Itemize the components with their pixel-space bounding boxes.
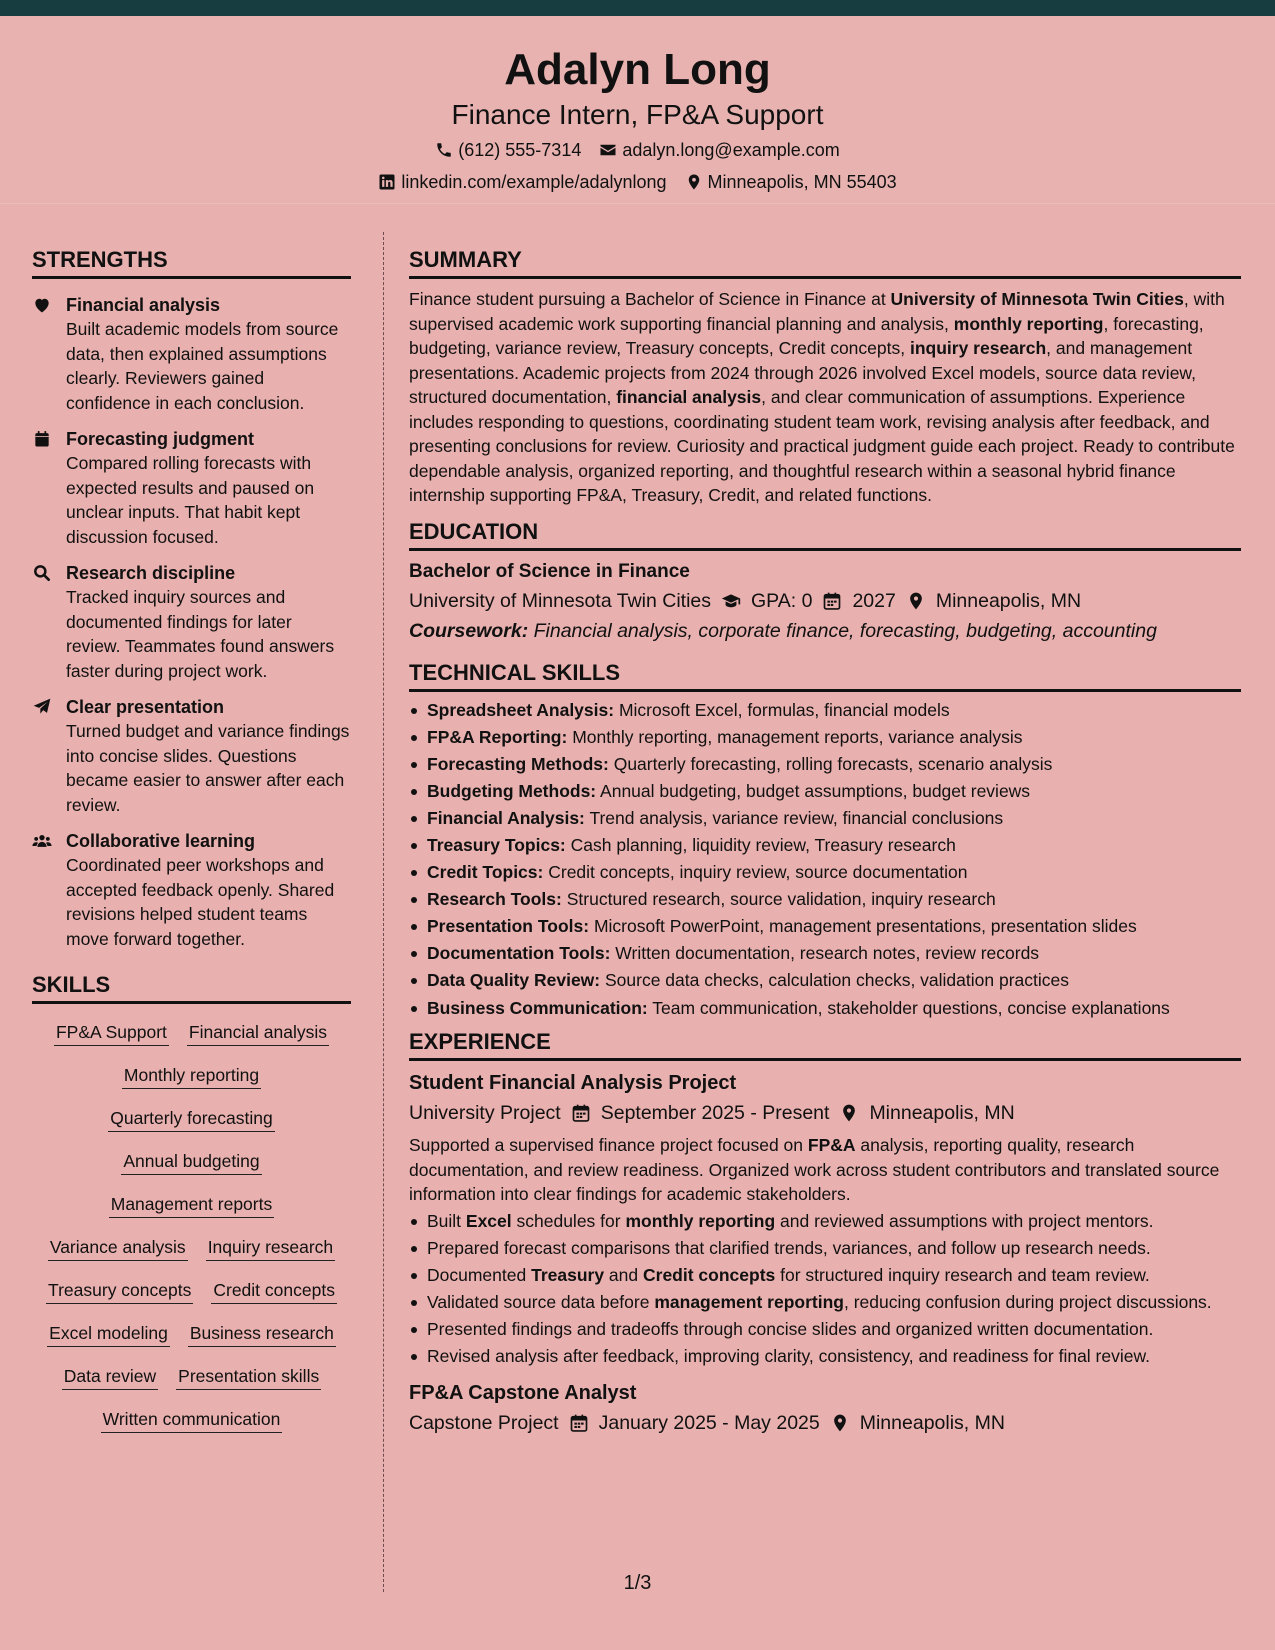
strengths-list	[32, 293, 351, 951]
candidate-role: Finance Intern, FP&A Support	[451, 99, 824, 130]
envelope-icon	[599, 141, 617, 159]
resume-header	[0, 16, 1275, 204]
skill-chip-row	[34, 1278, 349, 1304]
skill-chip: FP&A Support	[54, 1020, 169, 1046]
job-title: Student Financial Analysis Project	[409, 1072, 737, 1095]
calendar-icon	[822, 591, 842, 611]
skill-chip-row	[34, 1235, 349, 1261]
skill-chip: Data review	[62, 1364, 158, 1390]
technical-skill-label: Documentation Tools:	[427, 943, 611, 964]
strength-title: Financial analysis	[66, 295, 221, 315]
text-run: schedules for	[511, 1210, 626, 1231]
job-org: University Project	[409, 1102, 561, 1125]
candidate-name: Adalyn Long	[504, 45, 771, 94]
technical-skill-value: Microsoft PowerPoint, management presentations, presentation slides	[593, 916, 1137, 937]
text-run: , forecasting, budgeting, variance review, Treasury concepts, Credit concepts,	[409, 313, 1204, 358]
text-run: Revised analysis after feedback, improving clarity, consistency, and readiness for final review.	[427, 1346, 1151, 1366]
strength-body	[66, 695, 351, 817]
technical-skill-label: Treasury Topics:	[427, 834, 566, 855]
job-dates: January 2025 - May 2025	[598, 1411, 820, 1434]
summary-heading: SUMMARY	[409, 246, 1241, 279]
strength-icon-wrap	[32, 695, 54, 817]
text-run: Finance student pursuing a Bachelor of Science in Finance at	[409, 289, 891, 309]
graduation-cap-icon	[721, 591, 741, 611]
education-meta	[409, 587, 1241, 615]
bold-phrase: Treasury	[531, 1264, 605, 1285]
text-run: Validated source data before	[427, 1291, 655, 1312]
strength-item	[32, 293, 351, 415]
text-run: Supported a supervised finance project focused on	[409, 1135, 808, 1156]
strength-icon-wrap	[32, 561, 54, 683]
strength-body	[66, 427, 351, 549]
contact-row-2	[0, 170, 1275, 194]
technical-skill-item	[409, 725, 1241, 750]
technical-skill-label: Budgeting Methods:	[427, 780, 597, 801]
strength-description: Compared rolling forecasts with expected results and paused on unclear inputs. That habit kept discussion focused.	[66, 453, 315, 547]
skill-chip: Inquiry research	[206, 1235, 335, 1261]
bold-phrase: Credit concepts	[643, 1264, 776, 1285]
job-bullet	[409, 1317, 1241, 1342]
location-text: Minneapolis, MN 55403	[707, 172, 897, 192]
technical-skill-value: Trend analysis, variance review, financial conclusions	[589, 807, 1004, 828]
technical-skill-item	[409, 698, 1241, 723]
strength-item	[32, 829, 351, 951]
coursework-text: Financial analysis, corporate finance, forecasting, budgeting, accounting	[533, 619, 1157, 642]
education-gpa: GPA: 0	[751, 589, 813, 612]
text-run: and	[604, 1264, 643, 1285]
map-pin-icon	[906, 591, 926, 611]
technical-skill-label: Forecasting Methods:	[427, 753, 609, 774]
technical-skill-item	[409, 860, 1241, 885]
strength-item	[32, 695, 351, 817]
coursework-label: Coursework:	[409, 619, 529, 642]
strengths-heading: STRENGTHS	[32, 246, 351, 279]
summary-text	[409, 287, 1241, 508]
map-pin-icon	[685, 173, 703, 191]
bold-phrase: Excel	[465, 1210, 512, 1231]
strength-description: Tracked inquiry sources and documented findings for later review. Teammates found answers faster during project work.	[66, 587, 335, 681]
technical-skill-value: Microsoft Excel, formulas, financial models	[618, 699, 950, 720]
education-year: 2027	[852, 589, 896, 612]
technical-skill-label: Spreadsheet Analysis:	[427, 699, 615, 720]
technical-skill-item	[409, 752, 1241, 777]
email-text: adalyn.long@example.com	[622, 140, 840, 160]
job-intro	[409, 1133, 1241, 1207]
job-org: Capstone Project	[409, 1411, 559, 1434]
strength-body	[66, 829, 351, 951]
strength-title: Research discipline	[66, 563, 236, 583]
technical-skill-value: Cash planning, liquidity review, Treasury research	[570, 834, 956, 855]
page-indicator: 1/3	[623, 1572, 652, 1594]
location-contact	[685, 170, 897, 194]
technical-skill-label: FP&A Reporting:	[427, 726, 568, 747]
technical-skill-item	[409, 968, 1241, 993]
phone-text: (612) 555-7314	[458, 140, 582, 160]
strength-body	[66, 561, 351, 683]
job-location: Minneapolis, MN	[859, 1411, 1005, 1434]
technical-skill-value: Credit concepts, inquiry review, source documentation	[548, 862, 968, 883]
education-coursework	[409, 617, 1241, 645]
contact-row-1	[0, 138, 1275, 162]
job-location: Minneapolis, MN	[869, 1102, 1015, 1125]
education-school: University of Minnesota Twin Cities	[409, 589, 712, 612]
skill-chip-row	[34, 1407, 349, 1433]
skill-chip-row	[34, 1063, 349, 1089]
education-heading: EDUCATION	[409, 518, 1241, 551]
strength-description: Turned budget and variance findings into concise slides. Questions became easier to answer after each review.	[66, 721, 350, 815]
text-run: and reviewed assumptions with project mentors.	[775, 1210, 1154, 1231]
technical-skill-value: Monthly reporting, management reports, variance analysis	[572, 726, 1023, 747]
technical-skill-label: Data Quality Review:	[427, 970, 601, 991]
technical-skill-item	[409, 996, 1241, 1021]
job-title: FP&A Capstone Analyst	[409, 1381, 637, 1404]
job-meta	[409, 1409, 1241, 1437]
strength-body	[66, 293, 351, 415]
calendar-icon	[32, 429, 52, 449]
users-icon	[32, 831, 52, 851]
skill-chip-row	[34, 1020, 349, 1046]
skill-chip: Credit concepts	[211, 1278, 337, 1304]
skill-chip: Variance analysis	[48, 1235, 188, 1261]
text-run: , and clear communication of assumptions. Experience includes responding to questions, coordinating student team work, revising analysis after feedback, and presenting conclusions for review. Curiosity and practical judgment guide each project. Ready to contribute dependable analysis, organized reporting, and thoughtful research within a seasonal hybrid finance internship supporting FP&A, Treasury, Credit, and related functions.	[409, 387, 1235, 505]
bold-phrase: financial analysis	[616, 387, 762, 407]
job-bullet	[409, 1263, 1241, 1288]
job-dates: September 2025 - Present	[600, 1102, 830, 1125]
text-run: analysis, reporting quality, research documentation, and review readiness. Organized work across student contributors and translated source information into clear findings for academic stakeholders.	[409, 1135, 1220, 1205]
bold-phrase: monthly reporting	[625, 1210, 776, 1231]
job-bullet	[409, 1290, 1241, 1315]
strength-item	[32, 427, 351, 549]
skills-chips	[32, 1020, 351, 1433]
strength-title: Collaborative learning	[66, 831, 256, 851]
technical-skill-value: Source data checks, calculation checks, validation practices	[605, 970, 1069, 991]
text-run: Documented	[427, 1264, 532, 1285]
bold-phrase: monthly reporting	[953, 313, 1104, 334]
calendar-icon	[571, 1103, 591, 1123]
bold-phrase: FP&A	[807, 1135, 856, 1156]
technical-skill-label: Credit Topics:	[427, 862, 544, 883]
education-location: Minneapolis, MN	[935, 589, 1082, 612]
strength-title: Forecasting judgment	[66, 429, 255, 449]
linkedin-contact[interactable]	[378, 170, 666, 194]
technical-skill-item	[409, 833, 1241, 858]
job-bullet	[409, 1209, 1241, 1234]
linkedin-icon	[378, 173, 396, 191]
technical-skill-item	[409, 887, 1241, 912]
map-pin-icon	[839, 1103, 859, 1123]
phone-icon	[435, 141, 453, 159]
technical-skill-item	[409, 779, 1241, 804]
skill-chip: Excel modeling	[47, 1321, 170, 1347]
skill-chip: Written communication	[101, 1407, 283, 1433]
paper-plane-icon	[32, 697, 52, 717]
technical-skills-list	[409, 698, 1241, 1021]
right-column	[409, 246, 1241, 1437]
skill-chip: Treasury concepts	[46, 1278, 193, 1304]
strength-item	[32, 561, 351, 683]
strength-description: Coordinated peer workshops and accepted feedback openly. Shared revisions helped student teams move forward together.	[66, 855, 335, 949]
skills-heading: SKILLS	[32, 971, 351, 1004]
skill-chip: Financial analysis	[187, 1020, 329, 1046]
technical-skill-label: Financial Analysis:	[427, 807, 585, 828]
job-bullet	[409, 1344, 1241, 1369]
job-bullets	[409, 1209, 1241, 1369]
technical-skill-value: Written documentation, research notes, review records	[615, 943, 1040, 964]
phone-contact	[435, 138, 581, 162]
column-divider	[383, 232, 384, 1592]
top-accent-bar	[0, 0, 1275, 16]
skill-chip-row	[34, 1106, 349, 1132]
skill-chip-row	[34, 1149, 349, 1175]
strength-icon-wrap	[32, 293, 54, 415]
technical-skill-value: Team communication, stakeholder questions, concise explanations	[652, 997, 1170, 1018]
technical-skill-item	[409, 806, 1241, 831]
experience-heading: EXPERIENCE	[409, 1028, 1241, 1061]
text-run: , with supervised academic work supporting financial planning and analysis,	[409, 289, 1225, 334]
technical-skills-heading: TECHNICAL SKILLS	[409, 659, 1241, 692]
technical-skill-item	[409, 941, 1241, 966]
skill-chip: Presentation skills	[176, 1364, 321, 1390]
skill-chip-row	[34, 1364, 349, 1390]
strength-title: Clear presentation	[66, 697, 225, 717]
email-contact[interactable]	[599, 138, 839, 162]
technical-skill-value: Annual budgeting, budget assumptions, budget reviews	[600, 780, 1031, 801]
job-bullet	[409, 1236, 1241, 1261]
search-icon	[32, 563, 52, 583]
text-run: Built	[427, 1210, 466, 1231]
strength-icon-wrap	[32, 829, 54, 951]
text-run: , and management presentations. Academic projects from 2024 through 2026 involved Excel models, source data review, structured documentation,	[409, 338, 1196, 407]
heart-icon	[32, 295, 52, 315]
skill-chip: Monthly reporting	[122, 1063, 261, 1089]
technical-skill-item	[409, 914, 1241, 939]
bold-phrase: management reporting	[654, 1291, 844, 1312]
bold-phrase: University of Minnesota Twin Cities	[890, 289, 1184, 309]
technical-skill-value: Quarterly forecasting, rolling forecasts, scenario analysis	[613, 753, 1053, 774]
technical-skill-label: Research Tools:	[427, 889, 562, 910]
skill-chip: Quarterly forecasting	[108, 1106, 274, 1132]
skill-chip: Management reports	[109, 1192, 274, 1218]
text-run: Prepared forecast comparisons that clarified trends, variances, and follow up research needs.	[427, 1237, 1151, 1258]
text-run: , reducing confusion during project discussions.	[843, 1291, 1212, 1312]
skill-chip-row	[34, 1192, 349, 1218]
job-meta	[409, 1099, 1241, 1127]
text-run: for structured inquiry research and team review.	[775, 1264, 1150, 1285]
strength-icon-wrap	[32, 427, 54, 549]
technical-skill-label: Presentation Tools:	[427, 916, 590, 937]
technical-skill-value: Structured research, source validation, inquiry research	[566, 889, 996, 910]
skill-chip: Business research	[188, 1321, 336, 1347]
technical-skill-label: Business Communication:	[427, 997, 648, 1018]
map-pin-icon	[830, 1413, 850, 1433]
education-degree: Bachelor of Science in Finance	[409, 560, 690, 582]
skill-chip: Annual budgeting	[121, 1149, 261, 1175]
linkedin-text: linkedin.com/example/adalynlong	[401, 172, 667, 192]
bold-phrase: inquiry research	[909, 338, 1047, 358]
skill-chip-row	[34, 1321, 349, 1347]
strength-description: Built academic models from source data, then explained assumptions clearly. Reviewers gained confidence in each conclusion.	[66, 319, 339, 413]
text-run: Presented findings and tradeoffs through concise slides and organized written documentation.	[427, 1318, 1154, 1339]
calendar-icon	[569, 1413, 589, 1433]
left-column	[32, 246, 351, 1433]
